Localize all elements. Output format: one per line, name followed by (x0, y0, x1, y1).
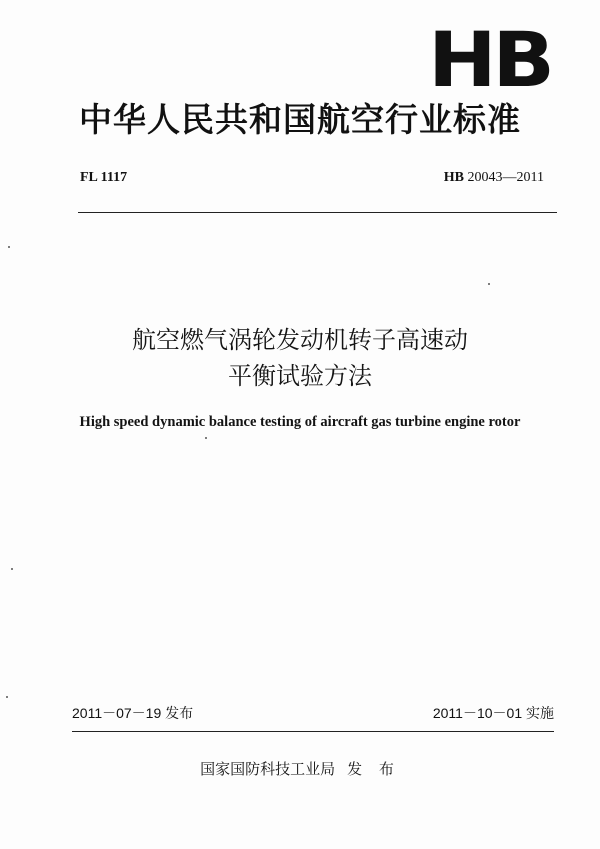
chinese-title-line-1: 航空燃气涡轮发动机转子高速动 (132, 326, 468, 354)
bottom-divider (72, 731, 554, 732)
standard-number-value: 20043—2011 (467, 170, 544, 185)
chinese-title (0, 322, 600, 394)
publish-verb: 发 布 (347, 760, 400, 778)
scan-speck (6, 696, 8, 698)
scan-speck (8, 246, 10, 248)
issue-date: 2011－07－19 发布 (72, 705, 194, 721)
hb-logo: HB (428, 15, 551, 104)
scan-speck (488, 283, 490, 285)
scan-speck (205, 437, 207, 439)
english-title: High speed dynamic balance testing of aircraft gas turbine engine rotor (79, 414, 521, 430)
publisher-name: 国家国防科技工业局 (200, 760, 336, 778)
chinese-title-line-2: 平衡试验方法 (228, 362, 372, 390)
classification-code: FL 1117 (80, 170, 128, 185)
implementation-date: 2011－10－01 实施 (432, 705, 554, 721)
top-divider (78, 212, 557, 213)
standard-prefix: HB (443, 170, 465, 185)
publisher-line (0, 758, 600, 780)
standard-issuer-header: 中华人民共和国航空行业标准 (79, 100, 521, 139)
scan-speck (11, 568, 13, 570)
standard-number (444, 169, 544, 187)
